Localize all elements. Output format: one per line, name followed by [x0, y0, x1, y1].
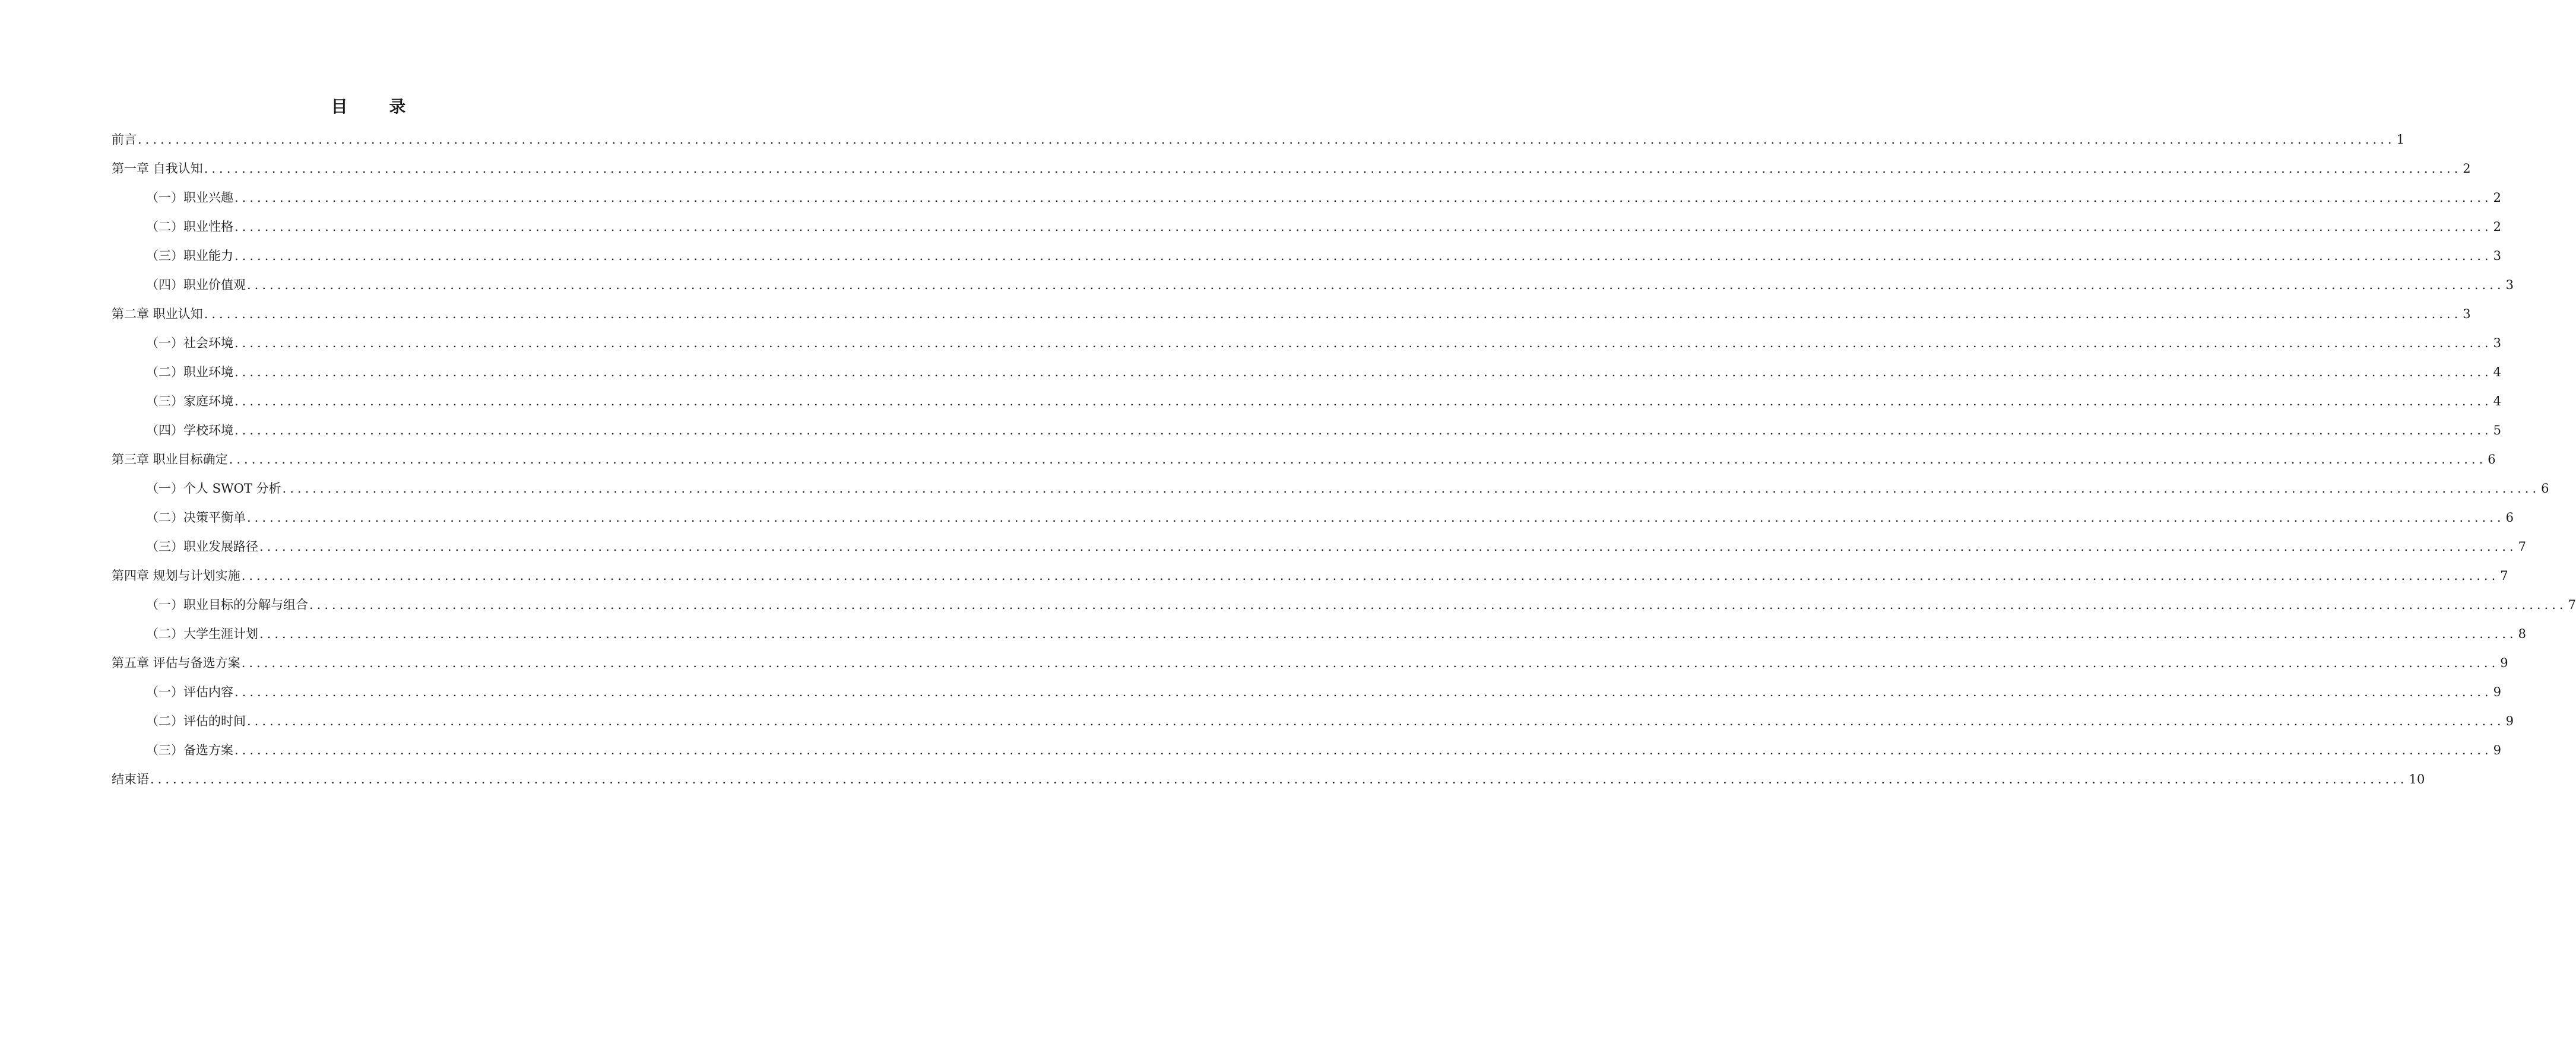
toc-entry-label: （四）职业价值观	[146, 278, 246, 292]
toc-dot-leader: ............................................................................................................................................................................................................................................................................................................	[204, 161, 2462, 176]
toc-section-entry[interactable]	[112, 247, 2501, 276]
toc-chapter-entry[interactable]	[112, 770, 2425, 799]
toc-chapter-entry[interactable]	[112, 654, 2508, 683]
toc-dot-leader: ............................................................................................................................................................................................................................................................................................................	[235, 336, 2492, 350]
toc-dot-leader: ............................................................................................................................................................................................................................................................................................................	[235, 365, 2492, 379]
toc-dot-leader: ............................................................................................................................................................................................................................................................................................................	[309, 598, 2567, 612]
toc-entry-label: （二）大学生涯计划	[146, 627, 258, 641]
toc-section-entry[interactable]	[112, 276, 2514, 305]
toc-page-number: 5	[2493, 423, 2501, 437]
toc-section-entry[interactable]	[112, 596, 2576, 625]
toc-section-entry[interactable]	[112, 625, 2526, 654]
toc-page-number: 4	[2493, 394, 2501, 408]
toc-chapter-entry[interactable]	[112, 305, 2471, 334]
toc-page-number: 3	[2493, 249, 2501, 263]
toc-page-number: 2	[2493, 220, 2501, 234]
toc-page-number: 9	[2505, 714, 2514, 728]
toc-entry-label: 结束语	[112, 772, 149, 786]
toc-dot-leader: ............................................................................................................................................................................................................................................................................................................	[235, 394, 2492, 408]
toc-chapter-entry[interactable]	[112, 450, 2496, 480]
toc-entry-label: （二）决策平衡单	[146, 510, 246, 525]
toc-page-number: 4	[2493, 365, 2501, 379]
toc-section-entry[interactable]	[112, 334, 2501, 363]
toc-dot-leader: ............................................................................................................................................................................................................................................................................................................	[235, 220, 2492, 234]
toc-entry-label: 第一章 自我认知	[112, 161, 203, 176]
toc-section-entry[interactable]	[112, 363, 2501, 392]
toc-section-entry[interactable]	[112, 509, 2514, 538]
toc-dot-leader: ............................................................................................................................................................................................................................................................................................................	[235, 423, 2492, 437]
toc-entry-label: 前言	[112, 132, 137, 147]
toc-page-number: 3	[2505, 278, 2514, 292]
toc-entry-label: （二）职业环境	[146, 365, 233, 379]
toc-entry-label: （二）评估的时间	[146, 714, 246, 728]
toc-section-entry[interactable]	[112, 741, 2501, 770]
toc-entry-label: （三）家庭环境	[146, 394, 233, 408]
toc-page-number: 9	[2493, 743, 2501, 757]
toc-entry-label: （一）职业目标的分解与组合	[146, 598, 308, 612]
toc-section-entry[interactable]	[112, 218, 2501, 247]
toc-dot-leader: ............................................................................................................................................................................................................................................................................................................	[247, 278, 2505, 292]
toc-entry-label: 第二章 职业认知	[112, 307, 203, 321]
toc-title: 目 录	[331, 97, 424, 116]
toc-page-number: 7	[2568, 598, 2576, 612]
toc-dot-leader: ............................................................................................................................................................................................................................................................................................................	[247, 510, 2505, 525]
toc-chapter-entry[interactable]	[112, 131, 2404, 160]
toc-page-number: 3	[2493, 336, 2501, 350]
toc-chapter-entry[interactable]	[112, 567, 2508, 596]
toc-entry-label: （三）职业能力	[146, 249, 233, 263]
toc-section-entry[interactable]	[112, 538, 2526, 567]
toc-dot-leader: ............................................................................................................................................................................................................................................................................................................	[235, 685, 2492, 699]
toc-page-number: 6	[2541, 481, 2549, 496]
toc-entry-label: 第四章 规划与计划实施	[112, 569, 240, 583]
toc-dot-leader: ............................................................................................................................................................................................................................................................................................................	[241, 656, 2499, 670]
toc-dot-leader: ............................................................................................................................................................................................................................................................................................................	[138, 132, 2396, 147]
toc-dot-leader: ............................................................................................................................................................................................................................................................................................................	[235, 743, 2492, 757]
toc-page-number: 2	[2463, 161, 2471, 176]
toc-dot-leader: ............................................................................................................................................................................................................................................................................................................	[259, 539, 2517, 554]
toc-entry-label: （一）评估内容	[146, 685, 233, 699]
toc-page-number: 7	[2518, 539, 2526, 554]
toc-dot-leader: ............................................................................................................................................................................................................................................................................................................	[282, 481, 2540, 496]
toc-dot-leader: ............................................................................................................................................................................................................................................................................................................	[229, 452, 2487, 466]
toc-entry-label: （三）职业发展路径	[146, 539, 258, 554]
table-of-contents	[112, 131, 2576, 799]
toc-dot-leader: ............................................................................................................................................................................................................................................................................................................	[259, 627, 2517, 641]
toc-page-number: 3	[2463, 307, 2471, 321]
toc-section-entry[interactable]	[112, 392, 2501, 421]
toc-entry-label: 第五章 评估与备选方案	[112, 656, 240, 670]
toc-entry-label: （四）学校环境	[146, 423, 233, 437]
toc-section-entry[interactable]	[112, 189, 2501, 218]
toc-entry-label: （二）职业性格	[146, 220, 233, 234]
toc-dot-leader: ............................................................................................................................................................................................................................................................................................................	[150, 772, 2408, 786]
toc-dot-leader: ............................................................................................................................................................................................................................................................................................................	[247, 714, 2505, 728]
toc-page-number: 6	[2505, 510, 2514, 525]
toc-page-number: 8	[2518, 627, 2526, 641]
toc-page-number: 1	[2396, 132, 2404, 147]
toc-dot-leader: ............................................................................................................................................................................................................................................................................................................	[235, 191, 2492, 205]
toc-dot-leader: ............................................................................................................................................................................................................................................................................................................	[204, 307, 2462, 321]
toc-dot-leader: ............................................................................................................................................................................................................................................................................................................	[241, 569, 2499, 583]
toc-entry-label: （三）备选方案	[146, 743, 233, 757]
toc-entry-label: 第三章 职业目标确定	[112, 452, 228, 466]
toc-entry-label: （一）个人 SWOT 分析	[146, 481, 281, 496]
toc-page-number: 2	[2493, 191, 2501, 205]
toc-dot-leader: ............................................................................................................................................................................................................................................................................................................	[235, 249, 2492, 263]
toc-page-number: 7	[2500, 569, 2508, 583]
toc-page-number: 9	[2500, 656, 2508, 670]
toc-section-entry[interactable]	[112, 683, 2501, 712]
toc-chapter-entry[interactable]	[112, 160, 2471, 189]
toc-section-entry[interactable]	[112, 480, 2549, 509]
toc-entry-label: （一）职业兴趣	[146, 191, 233, 205]
toc-section-entry[interactable]	[112, 421, 2501, 450]
toc-page-number: 10	[2409, 772, 2425, 786]
toc-section-entry[interactable]	[112, 712, 2514, 741]
toc-entry-label: （一）社会环境	[146, 336, 233, 350]
toc-page-number: 9	[2493, 685, 2501, 699]
toc-page-number: 6	[2488, 452, 2496, 466]
